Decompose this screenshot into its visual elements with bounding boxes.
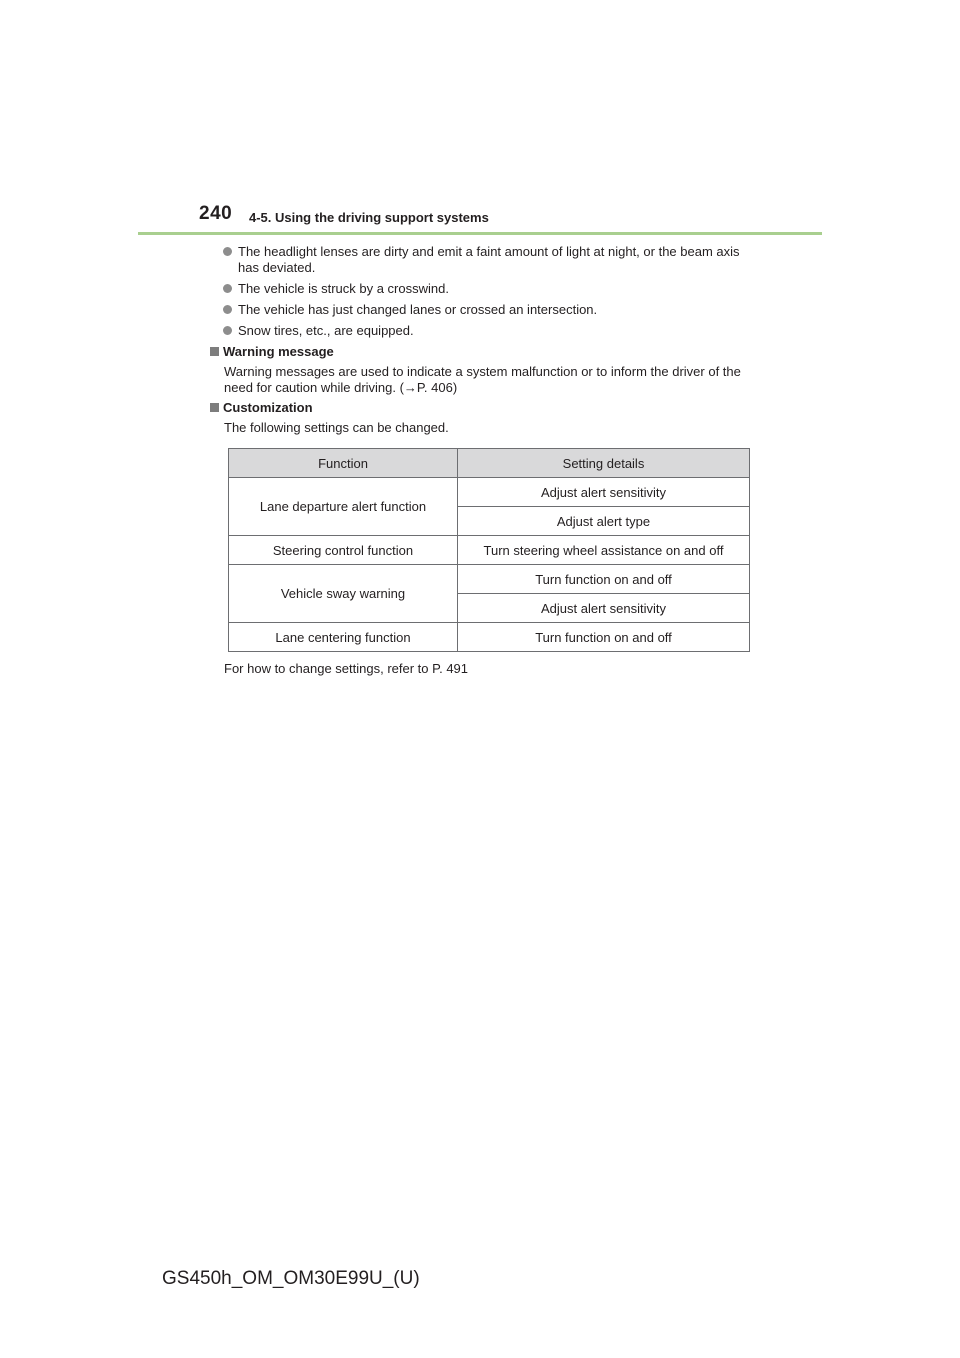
table-cell-function: Vehicle sway warning <box>229 565 458 623</box>
document-id: GS450h_OM_OM30E99U_(U) <box>162 1268 420 1289</box>
bullet-icon <box>223 326 232 335</box>
bullet-icon <box>223 247 232 256</box>
footer-note: For how to change settings, refer to P. 491 <box>224 661 469 676</box>
header-rule <box>138 232 822 235</box>
table-cell-detail: Adjust alert sensitivity <box>458 478 750 507</box>
bullet-text: The headlight lenses are dirty and emit a faint amount of light at night, or the beam axis has deviated. <box>238 244 740 275</box>
table-cell-function: Lane centering function <box>229 623 458 652</box>
table-cell-detail: Adjust alert type <box>458 507 750 536</box>
bullet-text: The vehicle is struck by a crosswind. <box>238 281 449 296</box>
table-row <box>229 623 750 652</box>
table-cell-function: Steering control function <box>229 536 458 565</box>
table-row <box>229 478 750 507</box>
bullet-text: The vehicle has just changed lanes or crossed an intersection. <box>238 302 598 317</box>
table-header-row <box>229 449 750 478</box>
bullet-text: Snow tires, etc., are equipped. <box>238 323 414 338</box>
table-header-function: Function <box>229 449 458 478</box>
square-bullet-icon <box>210 403 219 412</box>
table-cell-detail: Turn function on and off <box>458 565 750 594</box>
table-header-details: Setting details <box>458 449 750 478</box>
bullet-item <box>221 244 756 276</box>
customization-intro: The following settings can be changed. <box>224 420 449 435</box>
bullet-icon <box>223 305 232 314</box>
page-header <box>199 203 821 235</box>
square-bullet-icon <box>210 347 219 356</box>
page-number: 240 <box>199 203 233 224</box>
bullet-item <box>221 302 756 318</box>
settings-table <box>228 448 750 652</box>
warning-heading <box>221 344 756 360</box>
customization-heading <box>221 400 756 416</box>
table-cell-detail: Adjust alert sensitivity <box>458 594 750 623</box>
customization-heading-text: Customization <box>223 400 313 415</box>
warning-text: Warning messages are used to indicate a system malfunction or to inform the driver of the need for caution while driving. (→P. 406) <box>224 364 741 395</box>
page-content <box>221 244 756 440</box>
bullet-item <box>221 323 756 339</box>
table-cell-function: Lane departure alert function <box>229 478 458 536</box>
section-title: 4-5. Using the driving support systems <box>249 210 489 225</box>
bullet-item <box>221 281 756 297</box>
table-cell-detail: Turn steering wheel assistance on and off <box>458 536 750 565</box>
table-row <box>229 536 750 565</box>
table-row <box>229 565 750 594</box>
table-cell-detail: Turn function on and off <box>458 623 750 652</box>
bullet-icon <box>223 284 232 293</box>
warning-heading-text: Warning message <box>223 344 334 359</box>
